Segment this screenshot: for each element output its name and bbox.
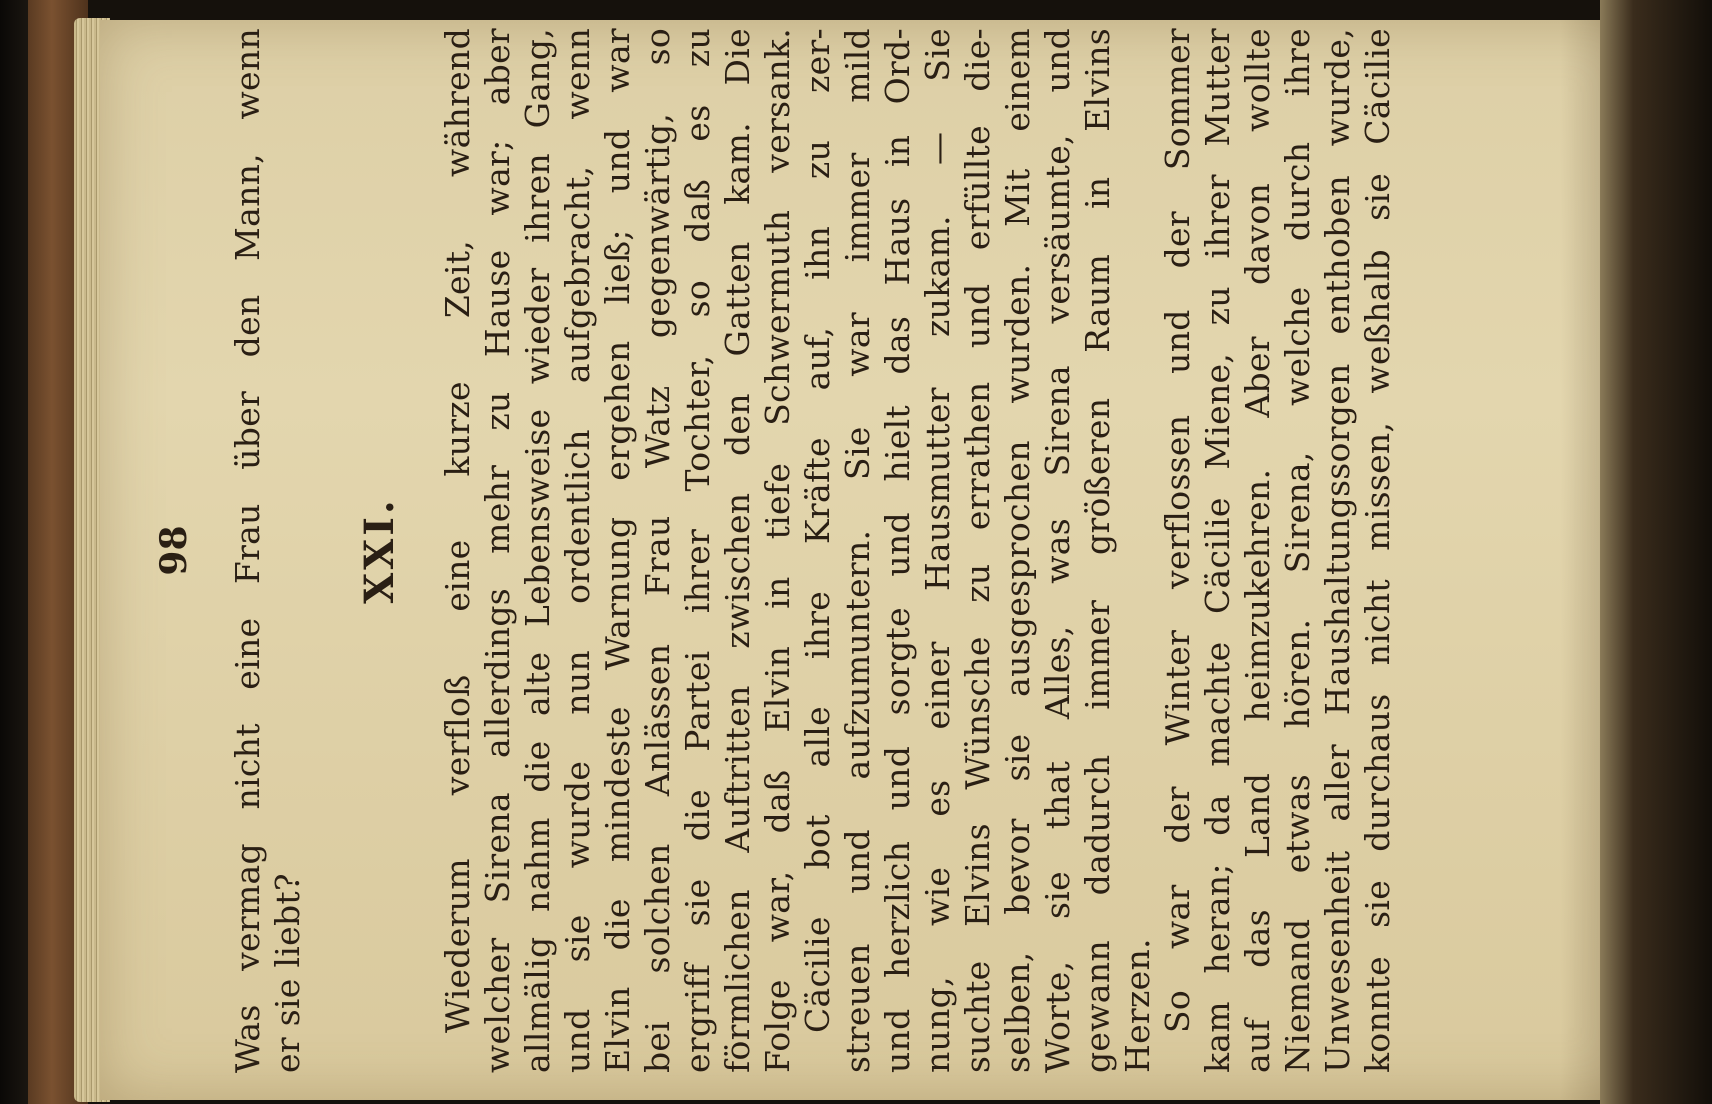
text-line: ergriff sie die Partei ihrer Tochter, so daß es zu (678, 28, 717, 1073)
book-spine-shadow (1600, 0, 1712, 1104)
text-line: kam heran; da machte Cäcilie Miene, zu ihrer Mutter (1198, 28, 1237, 1073)
text-line: Herzen. (1118, 938, 1157, 1073)
text-line: suchte Elvins Wünsche zu errathen und erfüllte die- (958, 28, 997, 1073)
chapter-heading: XXI. (356, 497, 403, 604)
page-number: 98 (153, 525, 195, 576)
text-line: Niemand etwas hören. Sirena, welche durch ihre (1278, 28, 1317, 1073)
text-line: Elvin die mindeste Warnung ergehen ließ; und war (598, 28, 637, 1073)
text-line: Folge war, daß Elvin in tiefe Schwermuth versank. (758, 28, 797, 1073)
text-line: konnte sie durchaus nicht missen, weßhalb sie Cäcilie (1358, 28, 1397, 1073)
text-line: gewann dadurch immer größeren Raum in Elvins (1078, 28, 1117, 1073)
text-line: förmlichen Auftritten zwischen den Gatten kam. Die (718, 28, 757, 1073)
text-line: bei solchen Anlässen Frau Watz gegenwärtig, so (638, 28, 677, 1073)
text-line: und herzlich und sorgte und hielt das Haus in Ord- (878, 28, 917, 1073)
text-line: welcher Sirena allerdings mehr zu Hause war; aber (478, 28, 517, 1073)
text-line: nung, wie es einer Hausmutter zukam. — Sie (918, 28, 957, 1073)
text-line: er sie liebt? (268, 873, 307, 1073)
text-line: und sie wurde nun ordentlich aufgebracht, wenn (558, 28, 597, 1073)
text-line: streuen und aufzumuntern. Sie war immer mild (838, 28, 877, 1073)
text-line: auf das Land heimzukehren. Aber davon wollte (1238, 28, 1277, 1073)
text-line: selben, bevor sie ausgesprochen wurden. Mit einem (998, 28, 1037, 1073)
text-line: So war der Winter verflossen und der Sommer (1158, 28, 1197, 1033)
text-line: Wiederum verfloß eine kurze Zeit, während (438, 28, 477, 1033)
page-text-block (153, 28, 1397, 1073)
text-line: Worte, sie that Alles, was Sirena versäumte, und (1038, 28, 1077, 1073)
text-line: Unwesenheit aller Haushaltungssorgen enthoben wurde, (1318, 28, 1357, 1073)
text-line: allmälig nahm die alte Lebensweise wieder ihren Gang, (518, 28, 557, 1073)
text-line: Was vermag nicht eine Frau über den Mann, wenn (228, 28, 267, 1073)
text-line: Cäcilie bot alle ihre Kräfte auf, ihn zu zer- (798, 28, 837, 1033)
